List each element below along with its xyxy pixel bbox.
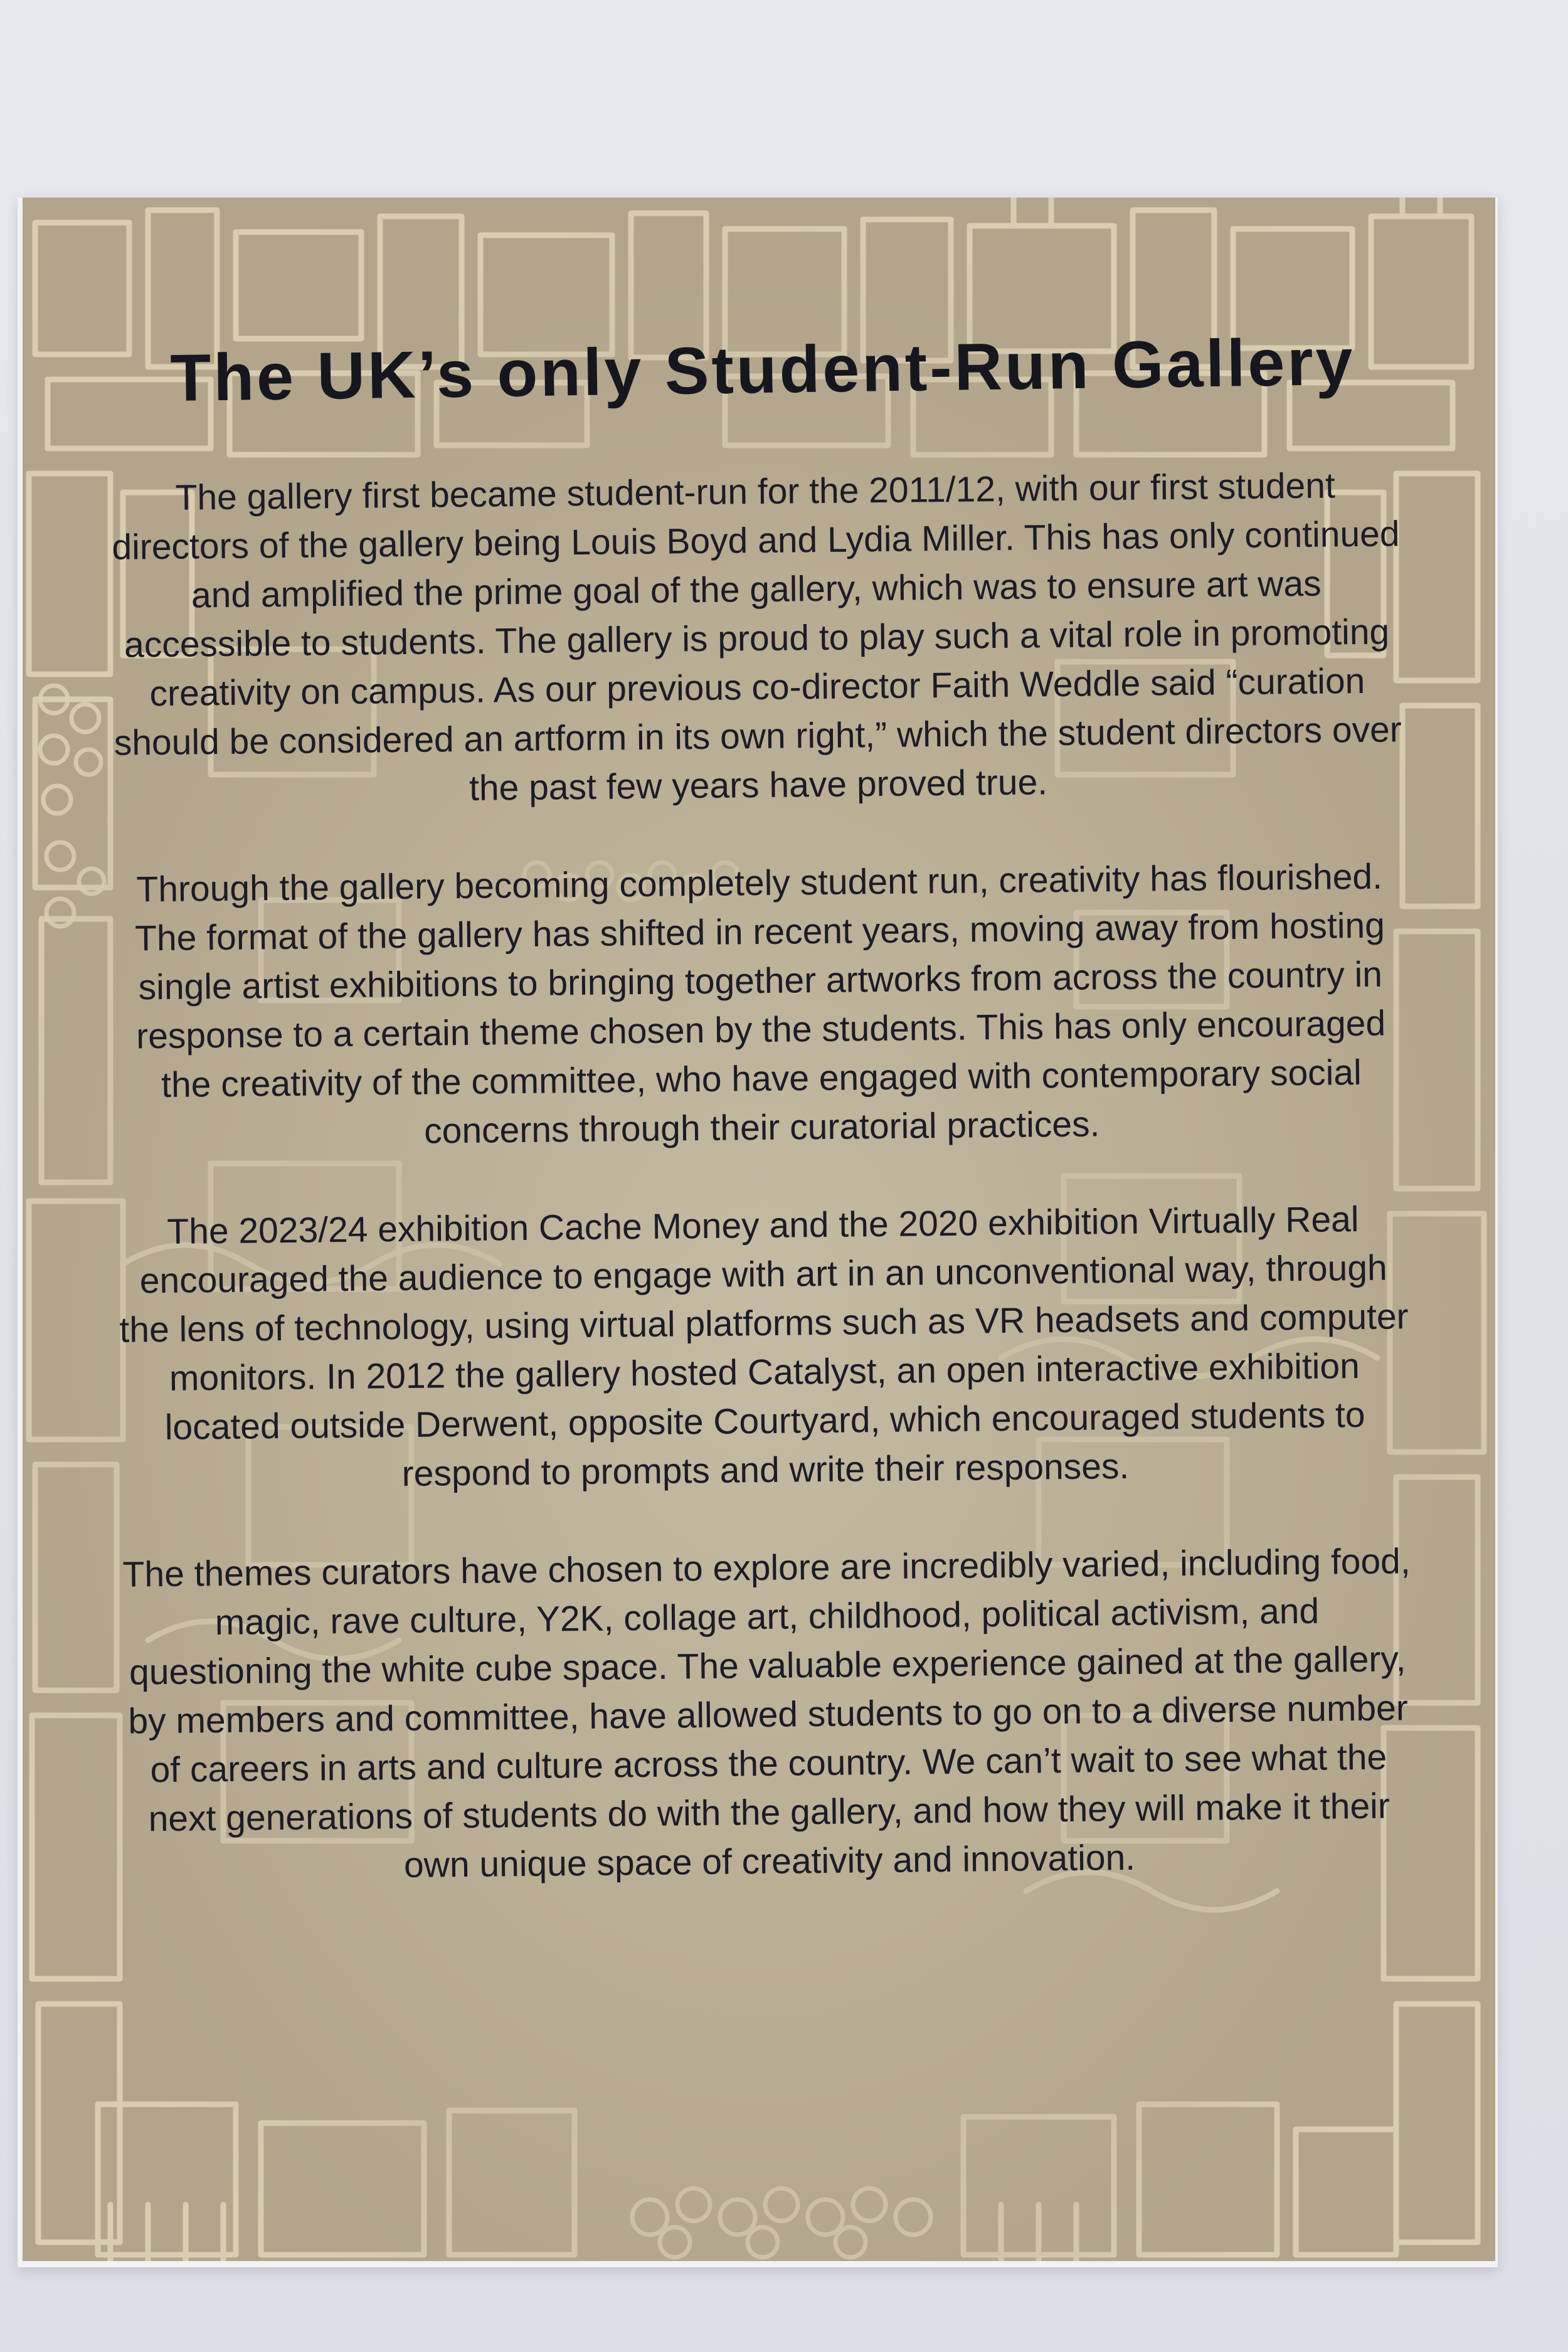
- paragraph-history: The gallery first became student-run for the 2011/12, with our first student directors of the gallery being Louis Boyd and Lydia Miller. This has only continued and amplified the prime goal of the gallery, which was to ensure art was accessible to students. The gallery is proud to play such a vital role in promoting creativity on campus. As our previous co-director Faith Weddle said “curation should be considered an artform in its own right,” which the student directors over the past few years have proved true.: [112, 465, 1402, 808]
- poster-panel: [23, 198, 1495, 2261]
- poster: [18, 198, 1498, 2267]
- poster-title: The UK’s only Student-Run Gallery: [169, 324, 1356, 416]
- poster-body: [109, 460, 1416, 1941]
- paragraph-themes: The themes curators have chosen to explore are incredibly varied, including food, magic, rave culture, Y2K, collage art, childhood, political activism, and questioning the white cube space. The valuable experience gained at the gallery, by members and committee, have allowed students to go on to a diverse number of careers in arts and culture across the country. We can’t wait to see what the next generations of students do with the gallery, and how they will make it their own unique space of creativity and innovation.: [122, 1541, 1411, 1886]
- poster-content: [23, 198, 1495, 2261]
- paragraph-exhibitions: The 2023/24 exhibition Cache Money and the 2020 exhibition Virtually Real encouraged the audience to engage with art in an unconventional way, through the lens of technology, using virtual platforms such as VR headsets and computer monitors. In 2012 the gallery hosted Catalyst, an open interactive exhibition located outside Derwent, opposite Courtyard, which encouraged students to respond to prompts and write their responses.: [119, 1199, 1409, 1495]
- paragraph-format: Through the gallery becoming completely student run, creativity has flourished. The format of the gallery has shifted in recent years, moving away from hosting single artist exhibitions to bringing together artworks from across the country in response to a certain theme chosen by the students. This has only encouraged the creativity of the committee, who have engaged with contemporary social concerns through their curatorial practices.: [134, 856, 1386, 1152]
